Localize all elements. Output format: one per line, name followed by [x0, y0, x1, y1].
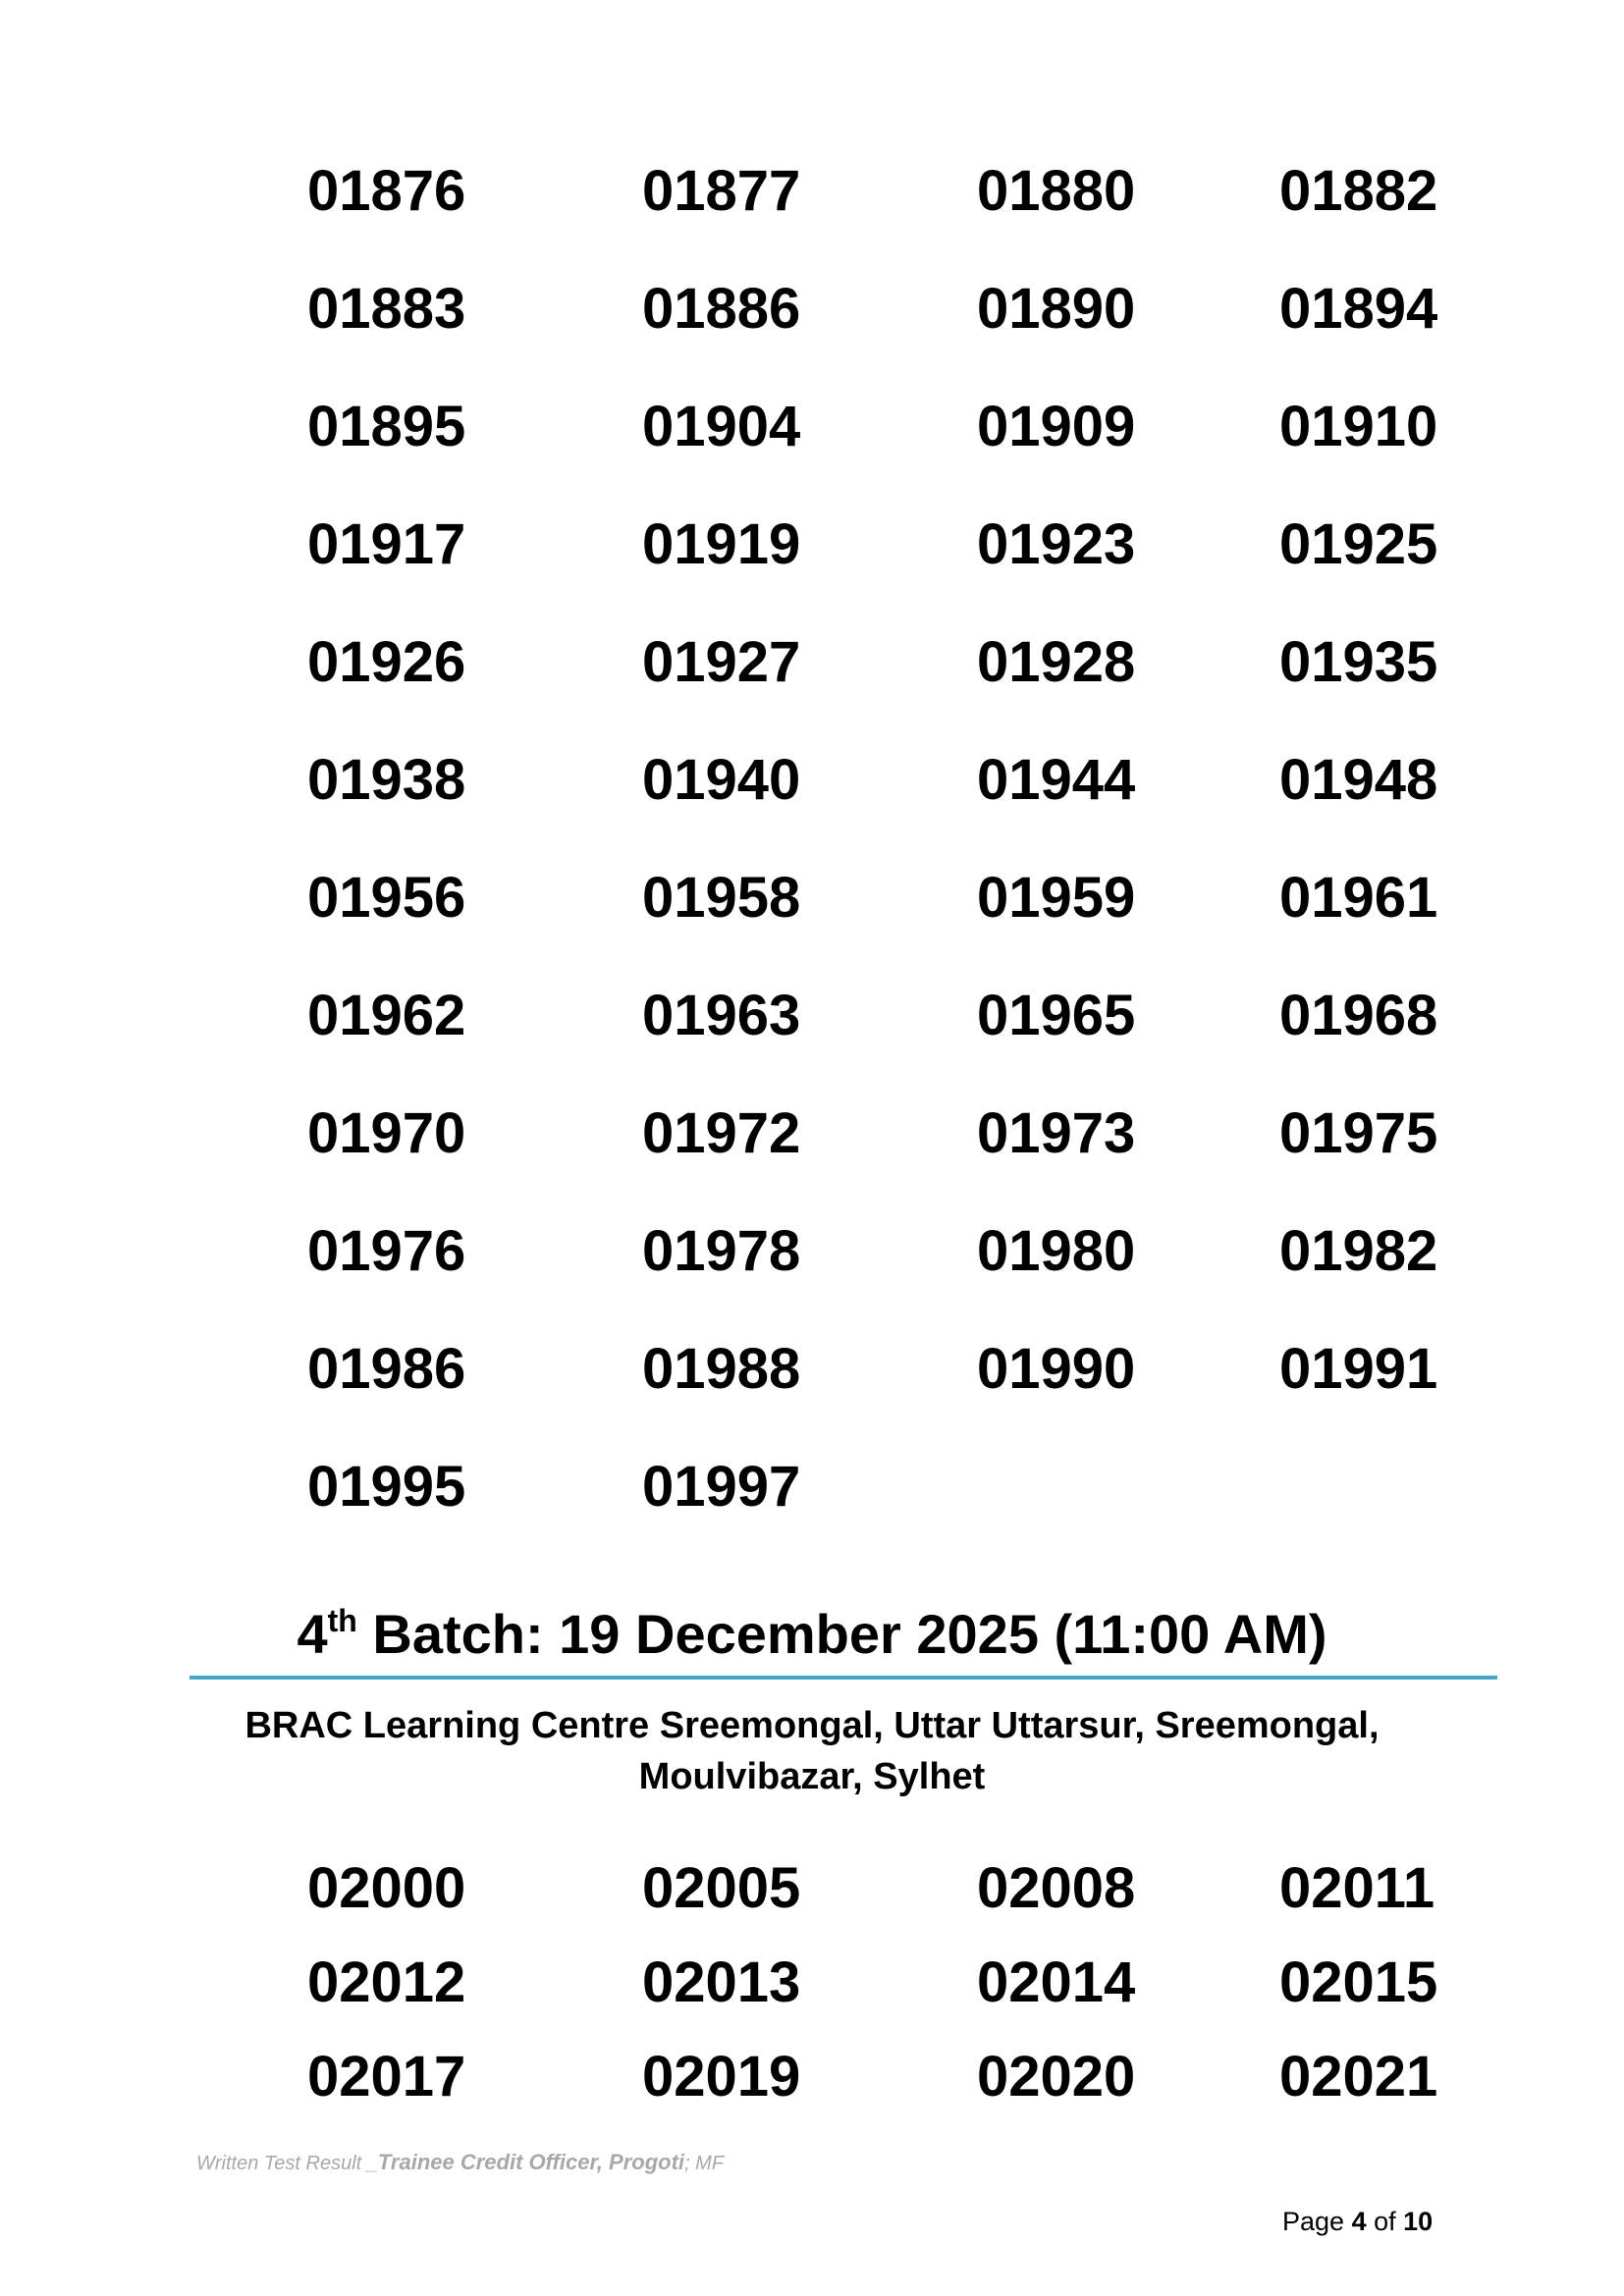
table-row [0, 609, 1624, 726]
roll-number: 01961 [1279, 866, 1438, 930]
venue-line-1: BRAC Learning Centre Sreemongal, Uttar Uttarsur, Sreemongal, [244, 1705, 1380, 1746]
roll-number: 01958 [642, 866, 801, 930]
roll-number: 01940 [642, 748, 801, 812]
table-row [0, 137, 1624, 255]
roll-number: 02021 [1279, 2045, 1438, 2109]
table-row [0, 1433, 1624, 1551]
roll-number: 01948 [1279, 748, 1438, 812]
roll-number: 02019 [642, 2045, 801, 2109]
roll-number-grid-2 [0, 1845, 1624, 2128]
roll-number: 01928 [977, 630, 1136, 694]
table-row [0, 491, 1624, 609]
roll-number: 01938 [307, 748, 466, 812]
roll-number: 01963 [642, 984, 801, 1047]
roll-number: 01880 [977, 159, 1136, 223]
roll-number: 01972 [642, 1101, 801, 1165]
roll-number: 01980 [977, 1219, 1136, 1283]
roll-number: 01959 [977, 866, 1136, 930]
roll-number: 01877 [642, 159, 801, 223]
roll-number: 01956 [307, 866, 466, 930]
batch-heading [0, 1600, 1624, 1669]
roll-number: 01926 [307, 630, 466, 694]
roll-number: 02013 [642, 1950, 801, 2014]
table-row [0, 1198, 1624, 1315]
roll-number: 01988 [642, 1337, 801, 1401]
roll-number: 01968 [1279, 984, 1438, 1047]
roll-number: 02014 [977, 1950, 1136, 2014]
footer-note-title: Trainee Credit Officer, Progoti [377, 2150, 685, 2174]
roll-number: 01973 [977, 1101, 1136, 1165]
roll-number: 01876 [307, 159, 466, 223]
roll-number: 01909 [977, 395, 1136, 458]
roll-number: 01895 [307, 395, 466, 458]
roll-number: 01910 [1279, 395, 1438, 458]
table-row [0, 255, 1624, 373]
page-current: 4 [1351, 2207, 1367, 2236]
table-row [0, 962, 1624, 1080]
table-row [0, 1080, 1624, 1198]
roll-number: 01976 [307, 1219, 466, 1283]
roll-number: 02017 [307, 2045, 466, 2109]
page-total: 10 [1403, 2207, 1434, 2236]
roll-number: 02011 [1279, 1856, 1435, 1920]
roll-number: 01925 [1279, 512, 1438, 576]
batch-title-text: Batch: 19 December 2025 (11:00 AM) [356, 1603, 1327, 1665]
roll-number: 01970 [307, 1101, 466, 1165]
roll-number: 01962 [307, 984, 466, 1047]
footer-note-suffix: ; MF [684, 2153, 725, 2174]
roll-number: 02008 [977, 1856, 1136, 1920]
roll-number: 01886 [642, 277, 801, 341]
venue-address [0, 1700, 1624, 1802]
footer-note-prefix: Written Test Result _ [196, 2153, 378, 2174]
table-row [0, 1315, 1624, 1433]
roll-number: 02000 [307, 1856, 466, 1920]
roll-number: 01882 [1279, 159, 1438, 223]
roll-number: 01904 [642, 395, 801, 458]
footer-note [196, 2150, 724, 2175]
roll-number: 01917 [307, 512, 466, 576]
roll-number: 01890 [977, 277, 1136, 341]
roll-number: 01990 [977, 1337, 1136, 1401]
roll-number: 01975 [1279, 1101, 1438, 1165]
table-row [0, 1845, 1624, 1940]
roll-number: 02012 [307, 1950, 466, 2014]
page-number [1282, 2207, 1433, 2237]
venue-line-2: Moulvibazar, Sylhet [638, 1756, 986, 1797]
roll-number: 01986 [307, 1337, 466, 1401]
table-row [0, 2034, 1624, 2128]
table-row [0, 726, 1624, 844]
roll-number: 01991 [1279, 1337, 1438, 1401]
roll-number: 01997 [642, 1455, 801, 1519]
roll-number: 01978 [642, 1219, 801, 1283]
batch-number: 4 [297, 1603, 328, 1665]
table-row [0, 373, 1624, 491]
roll-number: 01965 [977, 984, 1136, 1047]
roll-number: 01894 [1279, 277, 1438, 341]
roll-number: 01982 [1279, 1219, 1438, 1283]
page-of: of [1366, 2207, 1404, 2236]
roll-number: 02005 [642, 1856, 801, 1920]
heading-divider [189, 1676, 1497, 1680]
roll-number: 02020 [977, 2045, 1136, 2109]
roll-number: 01883 [307, 277, 466, 341]
batch-ordinal-suffix: th [327, 1603, 357, 1638]
roll-number: 01923 [977, 512, 1136, 576]
roll-number: 01927 [642, 630, 801, 694]
page-word: Page [1282, 2207, 1352, 2236]
table-row [0, 844, 1624, 962]
roll-number: 01935 [1279, 630, 1438, 694]
roll-number: 01919 [642, 512, 801, 576]
table-row [0, 1940, 1624, 2034]
roll-number: 02015 [1279, 1950, 1438, 2014]
roll-number: 01944 [977, 748, 1136, 812]
roll-number-grid-1 [0, 137, 1624, 1551]
roll-number: 01995 [307, 1455, 466, 1519]
